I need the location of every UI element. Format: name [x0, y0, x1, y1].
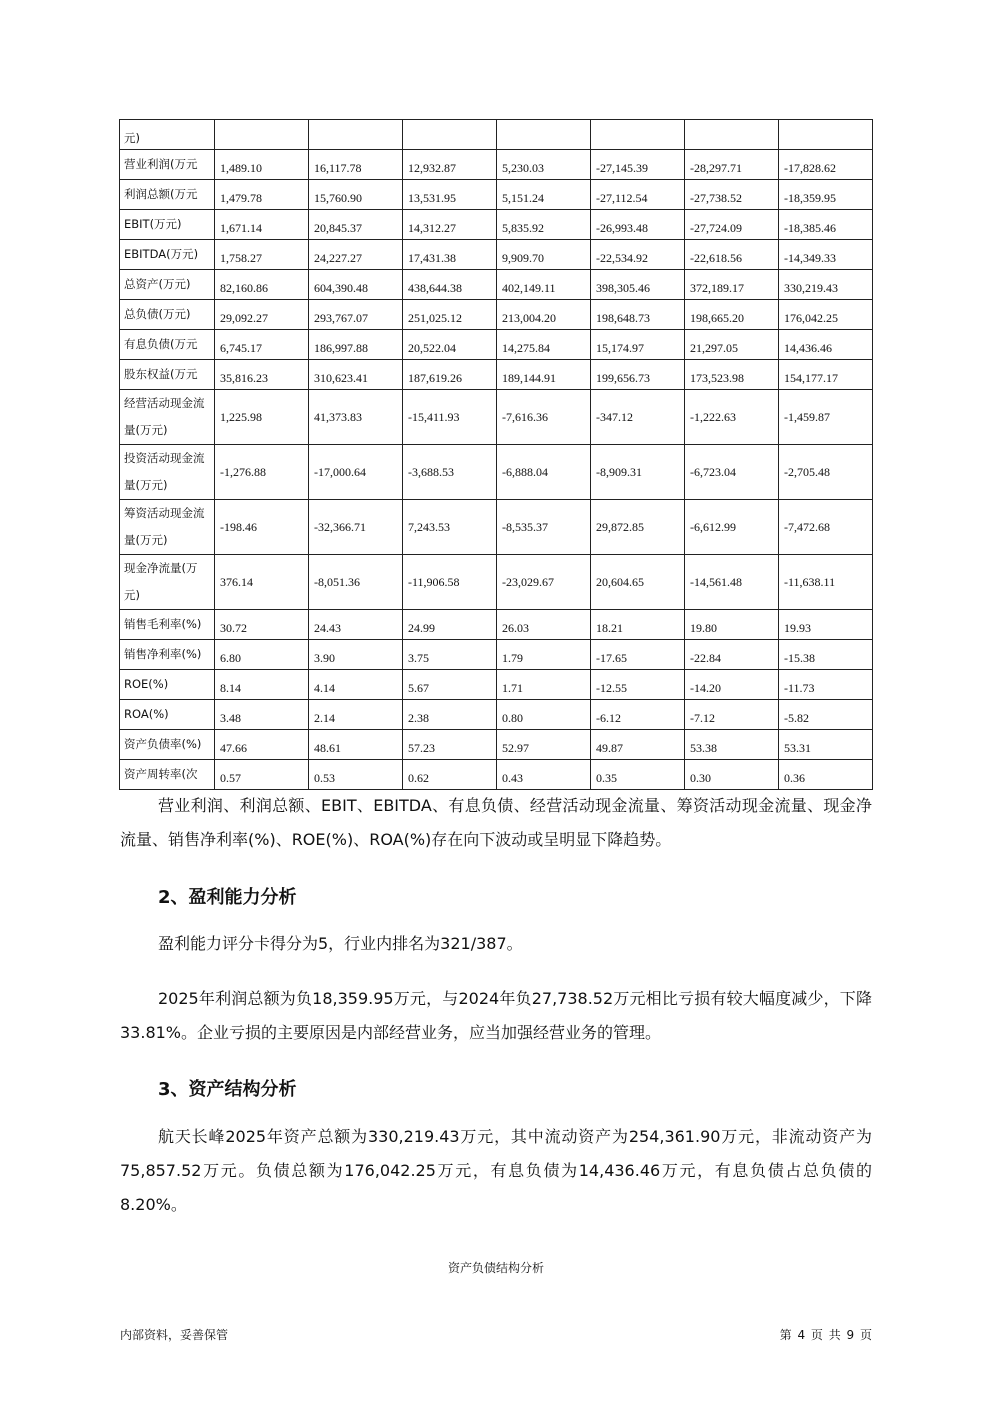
- section-heading-asset-structure: 3、资产结构分析: [158, 1079, 297, 1100]
- cell: -27,724.09: [685, 210, 779, 240]
- cell: 24,227.27: [309, 240, 403, 270]
- cell: -7,616.36: [497, 390, 591, 445]
- cell: 30.72: [215, 610, 309, 640]
- cell: 3.75: [403, 640, 497, 670]
- cell: 3.90: [309, 640, 403, 670]
- cell: [497, 120, 591, 150]
- cell: -5.82: [779, 700, 873, 730]
- cell: 14,312.27: [403, 210, 497, 240]
- cell: 189,144.91: [497, 360, 591, 390]
- cell: -1,276.88: [215, 445, 309, 500]
- cell: -1,222.63: [685, 390, 779, 445]
- financial-table: [119, 119, 873, 790]
- cell: 14,436.46: [779, 330, 873, 360]
- table-row: [120, 640, 873, 670]
- chart-caption: 资产负债结构分析: [447, 1261, 544, 1275]
- table-row: [120, 330, 873, 360]
- footer-confidential: 内部资料，妥善保管: [120, 1328, 229, 1342]
- cell: 52.97: [497, 730, 591, 760]
- cell: 49.87: [591, 730, 685, 760]
- row-label: ROA(%): [120, 700, 215, 730]
- table-row: [120, 270, 873, 300]
- table-row: [120, 610, 873, 640]
- cell: 198,665.20: [685, 300, 779, 330]
- cell: -22,534.92: [591, 240, 685, 270]
- cell: -32,366.71: [309, 500, 403, 555]
- cell: 0.62: [403, 760, 497, 790]
- cell: 187,619.26: [403, 360, 497, 390]
- cell: -347.12: [591, 390, 685, 445]
- cell: 82,160.86: [215, 270, 309, 300]
- cell: -27,145.39: [591, 150, 685, 180]
- cell: 1,758.27: [215, 240, 309, 270]
- cell: 7,243.53: [403, 500, 497, 555]
- cell: 14,275.84: [497, 330, 591, 360]
- table-row: [120, 445, 873, 500]
- profit-score-paragraph: 盈利能力评分卡得分为5，行业内排名为321/387。: [158, 934, 523, 953]
- cell: 213,004.20: [497, 300, 591, 330]
- cell: 0.53: [309, 760, 403, 790]
- cell: -27,112.54: [591, 180, 685, 210]
- footer-page-number: 第 4 页 共 9 页: [779, 1328, 872, 1342]
- cell: 251,025.12: [403, 300, 497, 330]
- row-label: 资产负债率(%): [120, 730, 215, 760]
- row-label: 资产周转率(次: [120, 760, 215, 790]
- cell: 402,149.11: [497, 270, 591, 300]
- asset-paragraph: 航天长峰2025年资产总额为330,219.43万元，其中流动资产为254,361.90万元，非流动资产为75,857.52万元。负债总额为176,042.25万元，有息负债为14,436.46万元，有息负债占总负债的8.20%。: [120, 1127, 872, 1214]
- row-label: 元): [120, 120, 215, 150]
- table-row: [120, 180, 873, 210]
- cell: -8,535.37: [497, 500, 591, 555]
- cell: 5,835.92: [497, 210, 591, 240]
- row-label: 销售毛利率(%): [120, 610, 215, 640]
- cell: 198,648.73: [591, 300, 685, 330]
- cell: -6,723.04: [685, 445, 779, 500]
- cell: -8,909.31: [591, 445, 685, 500]
- cell: 199,656.73: [591, 360, 685, 390]
- cell: -11,638.11: [779, 555, 873, 610]
- cell: 604,390.48: [309, 270, 403, 300]
- row-label: 销售净利率(%): [120, 640, 215, 670]
- cell: [685, 120, 779, 150]
- row-label: 有息负债(万元: [120, 330, 215, 360]
- cell: 5.67: [403, 670, 497, 700]
- cell: 19.80: [685, 610, 779, 640]
- cell: 18.21: [591, 610, 685, 640]
- cell: 20,604.65: [591, 555, 685, 610]
- table-row: [120, 300, 873, 330]
- cell: -17,828.62: [779, 150, 873, 180]
- cell: 4.14: [309, 670, 403, 700]
- cell: 57.23: [403, 730, 497, 760]
- cell: -6,888.04: [497, 445, 591, 500]
- table-row: [120, 670, 873, 700]
- table-row: [120, 760, 873, 790]
- cell: -15,411.93: [403, 390, 497, 445]
- cell: -11,906.58: [403, 555, 497, 610]
- row-label: 现金净流量(万元): [120, 555, 215, 610]
- cell: 24.99: [403, 610, 497, 640]
- cell: 15,760.90: [309, 180, 403, 210]
- cell: 176,042.25: [779, 300, 873, 330]
- cell: [309, 120, 403, 150]
- table-row: [120, 120, 873, 150]
- cell: -12.55: [591, 670, 685, 700]
- cell: 3.48: [215, 700, 309, 730]
- table-row: [120, 700, 873, 730]
- cell: -17.65: [591, 640, 685, 670]
- table-row: [120, 240, 873, 270]
- cell: -14,561.48: [685, 555, 779, 610]
- cell: 1.79: [497, 640, 591, 670]
- cell: -198.46: [215, 500, 309, 555]
- cell: -6,612.99: [685, 500, 779, 555]
- row-label: 股东权益(万元: [120, 360, 215, 390]
- profit-paragraph: 2025年利润总额为负18,359.95万元，与2024年负27,738.52万元相比亏损有较大幅度减少，下降33.81%。企业亏损的主要原因是内部经营业务，应当加强经营业务的管理。: [120, 989, 872, 1042]
- cell: -1,459.87: [779, 390, 873, 445]
- row-label: 利润总额(万元: [120, 180, 215, 210]
- cell: 1,489.10: [215, 150, 309, 180]
- trend-paragraph: 营业利润、利润总额、EBIT、EBITDA、有息负债、经营活动现金流量、筹资活动现金流量、现金净流量、销售净利率(%)、ROE(%)、ROA(%)存在向下波动或呈明显下降趋势。: [120, 796, 872, 849]
- cell: 6,745.17: [215, 330, 309, 360]
- cell: 1.71: [497, 670, 591, 700]
- cell: 48.61: [309, 730, 403, 760]
- cell: 2.38: [403, 700, 497, 730]
- table-row: [120, 360, 873, 390]
- cell: -17,000.64: [309, 445, 403, 500]
- cell: 20,845.37: [309, 210, 403, 240]
- row-label: 总负债(万元): [120, 300, 215, 330]
- cell: 6.80: [215, 640, 309, 670]
- cell: [215, 120, 309, 150]
- cell: 0.57: [215, 760, 309, 790]
- cell: 438,644.38: [403, 270, 497, 300]
- cell: 1,671.14: [215, 210, 309, 240]
- cell: -18,359.95: [779, 180, 873, 210]
- cell: -8,051.36: [309, 555, 403, 610]
- cell: 372,189.17: [685, 270, 779, 300]
- row-label: EBIT(万元): [120, 210, 215, 240]
- cell: [403, 120, 497, 150]
- cell: 154,177.17: [779, 360, 873, 390]
- row-label: EBITDA(万元): [120, 240, 215, 270]
- cell: -27,738.52: [685, 180, 779, 210]
- table-row: [120, 730, 873, 760]
- cell: 16,117.78: [309, 150, 403, 180]
- cell: -7.12: [685, 700, 779, 730]
- cell: 20,522.04: [403, 330, 497, 360]
- cell: 1,479.78: [215, 180, 309, 210]
- table-row: [120, 390, 873, 445]
- table-row: [120, 555, 873, 610]
- cell: 53.31: [779, 730, 873, 760]
- cell: 29,872.85: [591, 500, 685, 555]
- cell: -11.73: [779, 670, 873, 700]
- cell: 376.14: [215, 555, 309, 610]
- cell: 398,305.46: [591, 270, 685, 300]
- cell: 12,932.87: [403, 150, 497, 180]
- cell: [779, 120, 873, 150]
- cell: 5,230.03: [497, 150, 591, 180]
- cell: 0.43: [497, 760, 591, 790]
- row-label: 经营活动现金流量(万元): [120, 390, 215, 445]
- cell: 41,373.83: [309, 390, 403, 445]
- cell: -22.84: [685, 640, 779, 670]
- cell: -14.20: [685, 670, 779, 700]
- cell: 0.36: [779, 760, 873, 790]
- cell: 5,151.24: [497, 180, 591, 210]
- cell: 13,531.95: [403, 180, 497, 210]
- cell: 53.38: [685, 730, 779, 760]
- cell: 0.30: [685, 760, 779, 790]
- cell: 1,225.98: [215, 390, 309, 445]
- cell: 9,909.70: [497, 240, 591, 270]
- cell: -2,705.48: [779, 445, 873, 500]
- row-label: 投资活动现金流量(万元): [120, 445, 215, 500]
- cell: 29,092.27: [215, 300, 309, 330]
- table-row: [120, 210, 873, 240]
- cell: 19.93: [779, 610, 873, 640]
- cell: 17,431.38: [403, 240, 497, 270]
- cell: 0.35: [591, 760, 685, 790]
- cell: 186,997.88: [309, 330, 403, 360]
- cell: -28,297.71: [685, 150, 779, 180]
- cell: 47.66: [215, 730, 309, 760]
- cell: 35,816.23: [215, 360, 309, 390]
- cell: 26.03: [497, 610, 591, 640]
- table-row: [120, 150, 873, 180]
- cell: [591, 120, 685, 150]
- cell: -26,993.48: [591, 210, 685, 240]
- cell: 2.14: [309, 700, 403, 730]
- cell: 21,297.05: [685, 330, 779, 360]
- row-label: ROE(%): [120, 670, 215, 700]
- cell: -22,618.56: [685, 240, 779, 270]
- section-heading-profitability: 2、盈利能力分析: [158, 887, 297, 908]
- financial-table-body: [120, 120, 873, 790]
- table-row: [120, 500, 873, 555]
- cell: -7,472.68: [779, 500, 873, 555]
- cell: -6.12: [591, 700, 685, 730]
- cell: 24.43: [309, 610, 403, 640]
- cell: 173,523.98: [685, 360, 779, 390]
- cell: 330,219.43: [779, 270, 873, 300]
- cell: 293,767.07: [309, 300, 403, 330]
- cell: -3,688.53: [403, 445, 497, 500]
- cell: 310,623.41: [309, 360, 403, 390]
- row-label: 总资产(万元): [120, 270, 215, 300]
- cell: 8.14: [215, 670, 309, 700]
- row-label: 筹资活动现金流量(万元): [120, 500, 215, 555]
- row-label: 营业利润(万元: [120, 150, 215, 180]
- cell: -23,029.67: [497, 555, 591, 610]
- cell: -18,385.46: [779, 210, 873, 240]
- cell: 0.80: [497, 700, 591, 730]
- cell: 15,174.97: [591, 330, 685, 360]
- cell: -14,349.33: [779, 240, 873, 270]
- cell: -15.38: [779, 640, 873, 670]
